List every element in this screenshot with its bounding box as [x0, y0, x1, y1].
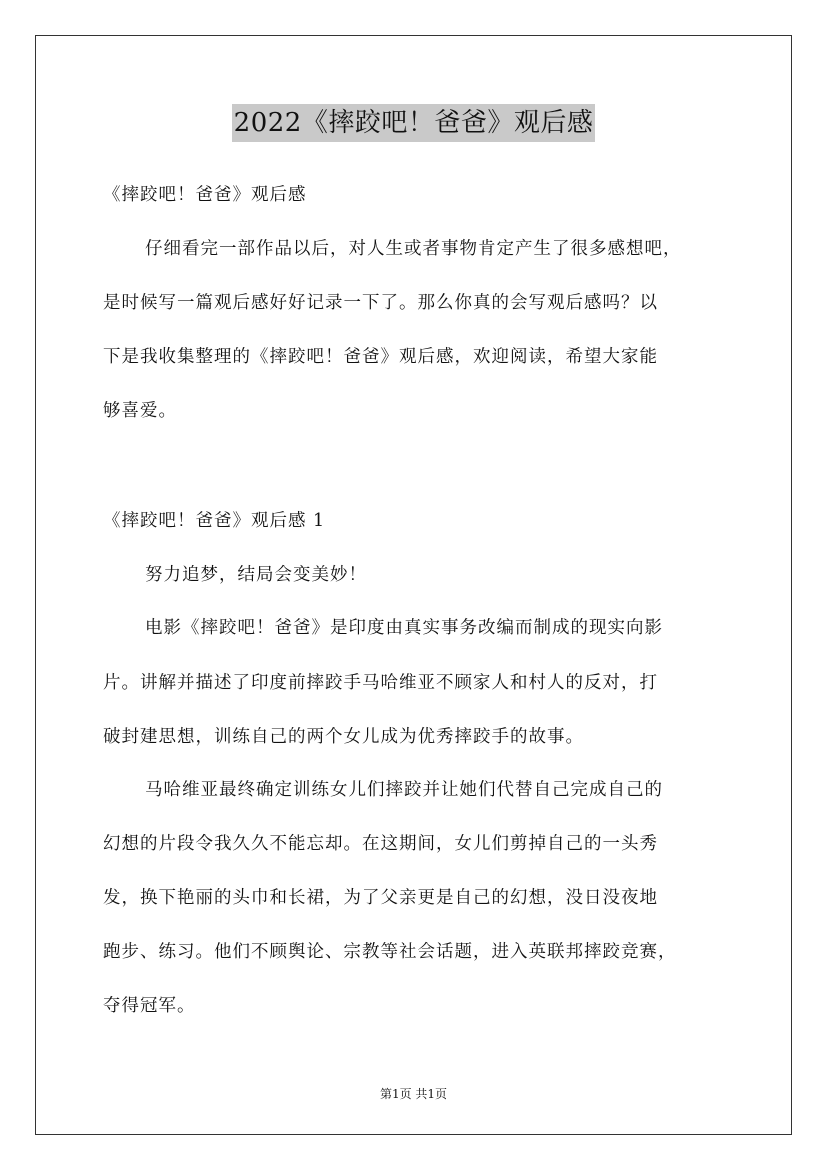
document-title: 2022《摔跤吧！爸爸》观后感 [232, 104, 596, 142]
paragraph-line: 片。讲解并描述了印度前摔跤手马哈维亚不顾家人和村人的反对，打 [103, 673, 658, 693]
paragraph-line: 仔细看完一部作品以后，对人生或者事物肯定产生了很多感想吧， [145, 239, 682, 259]
paragraph-line: 电影《摔跤吧！爸爸》是印度由真实事务改编而制成的现实向影 [145, 618, 663, 638]
page-number: 第1页 共1页 [379, 1087, 448, 1101]
title-container [0, 104, 827, 142]
paragraph-line: 够喜爱。 [103, 401, 177, 421]
paragraph-line: 下是我收集整理的《摔跤吧！爸爸》观后感，欢迎阅读，希望大家能 [103, 347, 658, 367]
paragraph-line: 破封建思想，训练自己的两个女儿成为优秀摔跤手的故事。 [103, 727, 584, 747]
paragraph-line: 努力追梦，结局会变美妙！ [145, 565, 367, 585]
paragraph-line: 发，换下艳丽的头巾和长裙，为了父亲更是自己的幻想，没日没夜地 [103, 888, 658, 908]
subtitle: 《摔跤吧！爸爸》观后感 [103, 185, 307, 205]
paragraph-line: 幻想的片段令我久久不能忘却。在这期间，女儿们剪掉自己的一头秀 [103, 834, 658, 854]
paragraph-line: 是时候写一篇观后感好好记录一下了。那么你真的会写观后感吗？以 [103, 293, 658, 313]
section-heading: 《摔跤吧！爸爸》观后感 1 [103, 511, 326, 531]
paragraph-line: 夺得冠军。 [103, 996, 196, 1016]
paragraph-line: 马哈维亚最终确定训练女儿们摔跤并让她们代替自己完成自己的 [145, 780, 663, 800]
paragraph-line: 跑步、练习。他们不顾舆论、宗教等社会话题，进入英联邦摔跤竞赛， [103, 942, 677, 962]
